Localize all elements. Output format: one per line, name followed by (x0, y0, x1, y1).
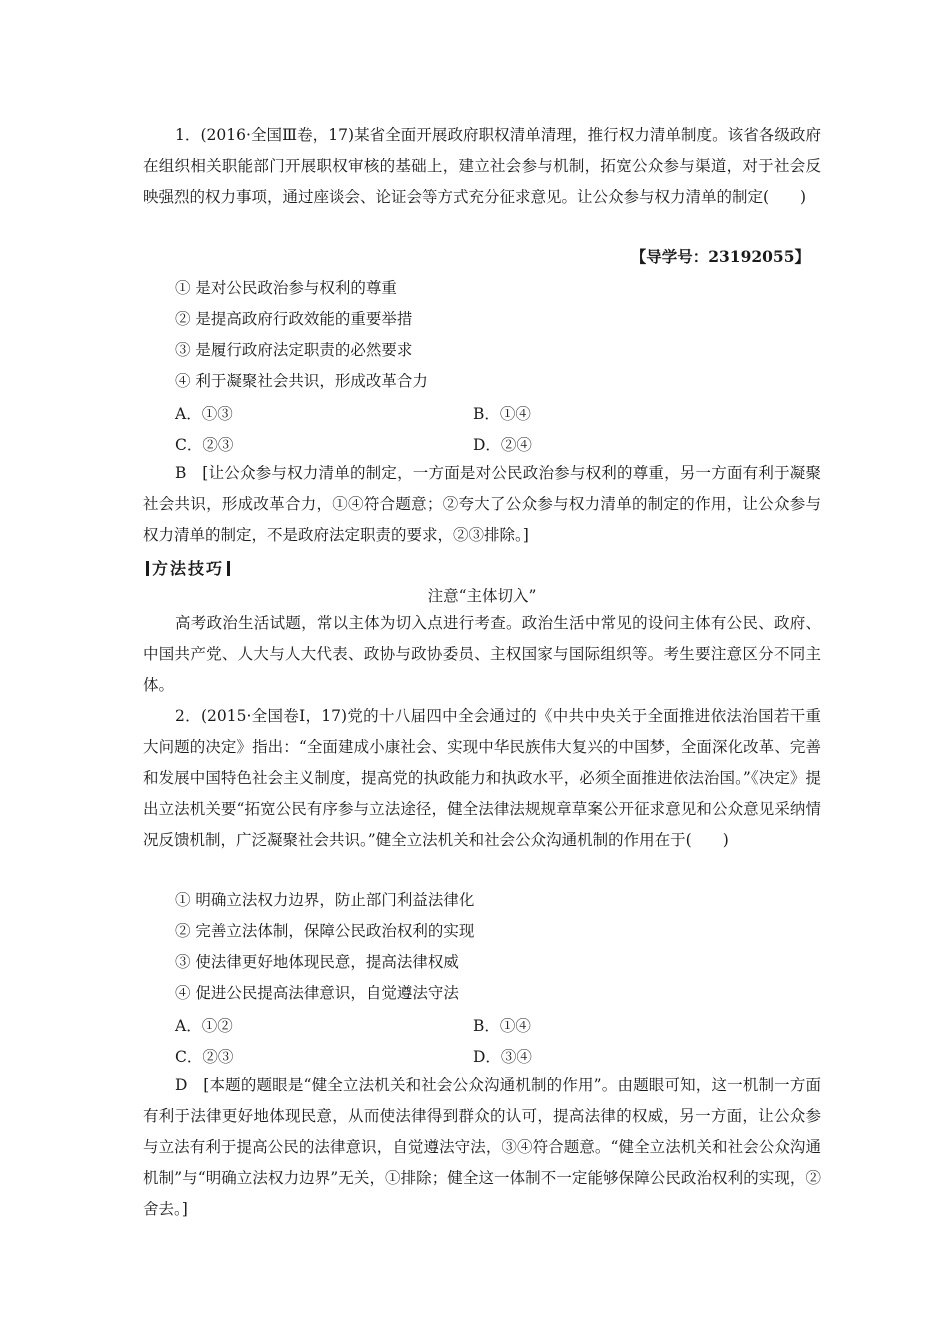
question-1-reference-number: 【导学号：23192055】 (630, 247, 810, 266)
question-1-option-b: B．①④ (473, 405, 531, 423)
question-1-answer: B [让公众参与权力清单的制定，一方面是对公民政治参与权利的尊重，另一方面有利于凝聚社会共识，形成改革合力，①④符合题意；②夸大了公众参与权力清单的制定的作用，让公众参与权力清单的制定，不是政府法定职责的要求，②③排除。] (143, 464, 821, 544)
question-1-stem: 1．(2016·全国Ⅲ卷，17)某省全面开展政府职权清单清理，推行权力清单制度。该省各级政府在组织相关职能部门开展职权审核的基础上，建立社会参与机制，拓宽公众参与渠道，对于社会反映强烈的权力事项，通过座谈会、论证会等方式充分征求意见。让公众参与权力清单的制定( ) (143, 126, 821, 206)
method-tips-body: 高考政治生活试题，常以主体为切入点进行考查。政治生活中常见的设问主体有公民、政府、中国共产党、人大与人大代表、政协与政协委员、主权国家与国际组织等。考生要注意区分不同主体。 (143, 614, 821, 694)
method-tips-label: 方法技巧 (152, 559, 225, 578)
method-tips-heading (143, 556, 233, 579)
question-2-item-4: ④ 促进公民提高法律意识，自觉遵法守法 (175, 984, 459, 1002)
question-1-option-d: D．②④ (473, 436, 532, 454)
question-1-item-4: ④ 利于凝聚社会共识，形成改革合力 (175, 372, 428, 390)
question-1-option-a: A．①③ (175, 405, 233, 423)
question-2-option-d: D．③④ (473, 1048, 532, 1066)
question-2-option-a: A．①② (175, 1017, 233, 1035)
heading-bar-right (227, 561, 230, 576)
question-2-item-2: ② 完善立法体制，保障公民政治权利的实现 (175, 922, 475, 940)
question-1-item-3: ③ 是履行政府法定职责的必然要求 (175, 341, 413, 359)
question-2-option-b: B．①④ (473, 1017, 531, 1035)
question-1-item-1: ① 是对公民政治参与权利的尊重 (175, 279, 397, 297)
question-2-stem: 2．(2015·全国卷Ⅰ，17)党的十八届四中全会通过的《中共中央关于全面推进依法治国若干重大问题的决定》指出：“全面建成小康社会、实现中华民族伟大复兴的中国梦，全面深化改革、完善和发展中国特色社会主义制度，提高党的执政能力和执政水平，必须全面推进依法治国。”《决定》提出立法机关要“拓宽公民有序参与立法途径，健全法律法规规章草案公开征求意见和公众意见采纳情况反馈机制，广泛凝聚社会共识。”健全立法机关和社会公众沟通机制的作用在于( ) (143, 707, 821, 849)
question-2-option-c: C．②③ (175, 1048, 234, 1066)
question-1-option-c: C．②③ (175, 436, 234, 454)
question-1-item-2: ② 是提高政府行政效能的重要举措 (175, 310, 413, 328)
question-2-item-3: ③ 使法律更好地体现民意，提高法律权威 (175, 953, 459, 971)
question-2-answer: D [本题的题眼是“健全立法机关和社会公众沟通机制的作用”。由题眼可知，这一机制一方面有利于法律更好地体现民意，从而使法律得到群众的认可，提高法律的权威，另一方面，让公众参与立法有利于提高公民的法律意识，自觉遵法守法，③④符合题意。“健全立法机关和社会公众沟通机制”与“明确立法权力边界”无关，①排除；健全这一体制不一定能够保障公民政治权利的实现，②舍去。] (143, 1076, 821, 1218)
question-2-item-1: ① 明确立法权力边界，防止部门利益法律化 (175, 891, 475, 909)
heading-bar-left (146, 561, 149, 576)
method-tips-title: 注意“主体切入” (427, 587, 537, 605)
